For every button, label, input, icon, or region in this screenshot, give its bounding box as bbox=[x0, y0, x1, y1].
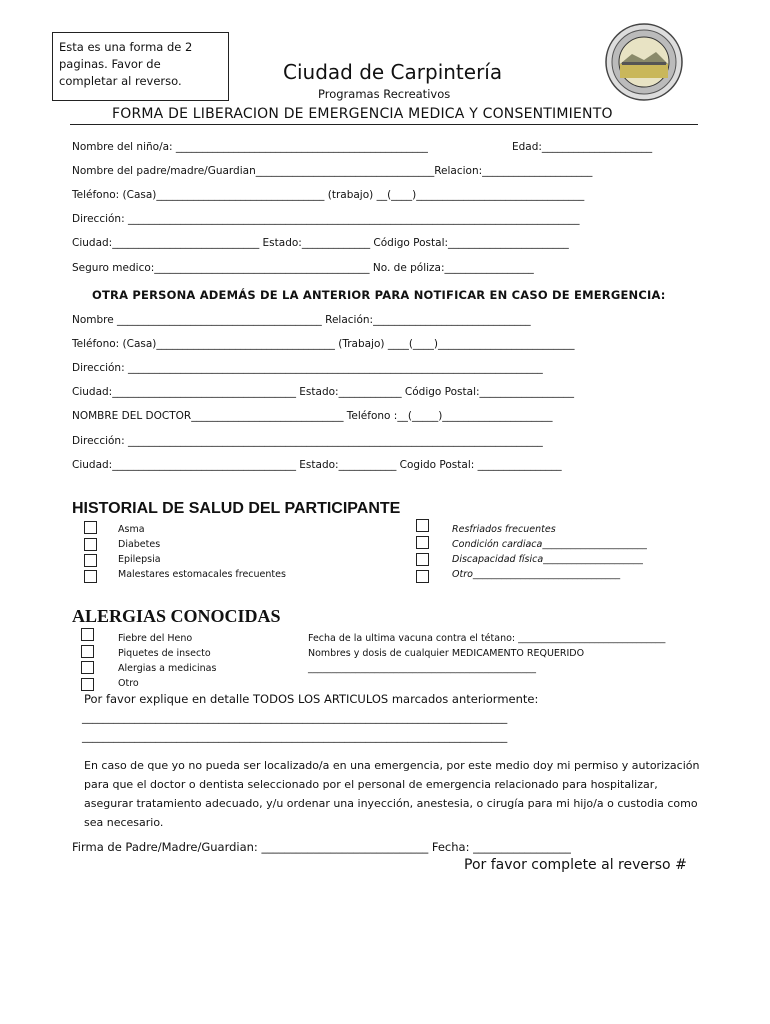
health-item-label: Malestares estomacales frecuentes bbox=[118, 569, 286, 580]
health-item-label: Discapacidad física_____________________ bbox=[452, 554, 643, 565]
phone-field[interactable]: Teléfono: (Casa)________________________________ (trabajo) __(____)________________________________ bbox=[72, 189, 585, 201]
allergy-item-label: Piquetes de insecto bbox=[118, 648, 211, 659]
age-field[interactable]: Edad:_____________________ bbox=[512, 141, 653, 153]
address-field[interactable]: Dirección: ______________________________________________________________________________________ bbox=[72, 213, 580, 225]
allergies-heading: ALERGIAS CONOCIDAS bbox=[72, 606, 281, 626]
page-title: Ciudad de Carpintería bbox=[283, 60, 503, 84]
city-seal-logo bbox=[604, 22, 684, 102]
hay-fever-checkbox[interactable] bbox=[81, 628, 94, 641]
health-item-label: Epilepsia bbox=[118, 554, 161, 565]
signature-field[interactable]: Firma de Padre/Madre/Guardian: _____________________________ Fecha: _________________ bbox=[72, 840, 571, 854]
doctor-address-field[interactable]: Dirección: _______________________________________________________________________________ bbox=[72, 435, 543, 447]
health-history-heading: HISTORIAL DE SALUD DEL PARTICIPANTE bbox=[72, 500, 401, 517]
tetanus-date-field[interactable]: Fecha de la ultima vacuna contra el tétano: _______________________________ bbox=[308, 633, 666, 644]
title-underline bbox=[70, 124, 698, 125]
allergy-item-label: Fiebre del Heno bbox=[118, 633, 193, 644]
emergency-address-field[interactable]: Dirección: _______________________________________________________________________________ bbox=[72, 362, 543, 374]
medication-label: Nombres y dosis de cualquier MEDICAMENTO REQUERIDO bbox=[308, 648, 585, 659]
child-name-field[interactable]: Nombre del niño/a: ________________________________________________ bbox=[72, 141, 428, 153]
emergency-phone-field[interactable]: Teléfono: (Casa)__________________________________ (Trabajo) ____(____)__________________________ bbox=[72, 338, 575, 350]
consent-paragraph: En caso de que yo no pueda ser localizado/a en una emergencia, por este medio doy mi permiso y autorización para que el doctor o dentista seleccionado por el personal de emergencia relacionado para hospitalizar, asegurar tratamiento adecuado, y/u ordenar una inyección, anestesia, o cirugía para mi hijo/a o custodia como sea necesario. bbox=[84, 759, 700, 829]
emergency-contact-heading: OTRA PERSONA ADEMÁS DE LA ANTERIOR PARA NOTIFICAR EN CASO DE EMERGENCIA: bbox=[92, 288, 666, 302]
explain-line-1[interactable]: _________________________________________________________________________________ bbox=[82, 712, 508, 724]
reverse-note: Por favor complete al reverso # bbox=[464, 857, 687, 873]
insect-bites-checkbox[interactable] bbox=[81, 645, 94, 658]
disability-checkbox[interactable] bbox=[416, 553, 429, 566]
other-health-checkbox[interactable] bbox=[416, 570, 429, 583]
allergy-item-label: Alergias a medicinas bbox=[118, 663, 217, 674]
health-item-label: Condición cardiaca______________________ bbox=[452, 539, 647, 550]
parent-name-field[interactable]: Nombre del padre/madre/Guardian__________________________________Relacion:_____________________ bbox=[72, 165, 593, 177]
health-item-label: Asma bbox=[118, 524, 145, 535]
doctor-city-field[interactable]: Ciudad:___________________________________ Estado:___________ Cogido Postal: ________________ bbox=[72, 459, 562, 471]
asthma-checkbox[interactable] bbox=[84, 521, 97, 534]
epilepsy-checkbox[interactable] bbox=[84, 554, 97, 567]
health-item-label: Resfriados frecuentes bbox=[452, 524, 556, 535]
explain-label: Por favor explique en detalle TODOS LOS ARTICULOS marcados anteriormente: bbox=[84, 692, 539, 706]
medication-field[interactable]: ________________________________________________ bbox=[308, 663, 536, 674]
page-subtitle: Programas Recreativos bbox=[318, 87, 451, 101]
insurance-field[interactable]: Seguro medico:_________________________________________ No. de póliza:_________________ bbox=[72, 262, 534, 274]
diabetes-checkbox[interactable] bbox=[84, 538, 97, 551]
health-item-label: Diabetes bbox=[118, 539, 161, 550]
colds-checkbox[interactable] bbox=[416, 519, 429, 532]
explain-line-2[interactable]: _________________________________________________________________________________ bbox=[82, 731, 508, 743]
doctor-name-field[interactable]: NOMBRE DEL DOCTOR_____________________________ Teléfono :__(_____)_____________________ bbox=[72, 410, 553, 422]
other-allergy-checkbox[interactable] bbox=[81, 678, 94, 691]
allergy-item-label: Otro bbox=[118, 678, 139, 689]
two-page-note: Esta es una forma de 2 paginas. Favor de completar al reverso. bbox=[52, 32, 229, 101]
emergency-city-field[interactable]: Ciudad:___________________________________ Estado:____________ Código Postal:__________________ bbox=[72, 386, 575, 398]
form-title: FORMA DE LIBERACION DE EMERGENCIA MEDICA Y CONSENTIMIENTO bbox=[112, 106, 613, 122]
emergency-name-field[interactable]: Nombre _______________________________________ Relación:______________________________ bbox=[72, 314, 531, 326]
heart-checkbox[interactable] bbox=[416, 536, 429, 549]
city-field[interactable]: Ciudad:____________________________ Estado:_____________ Código Postal:_______________________ bbox=[72, 237, 569, 249]
medicine-allergy-checkbox[interactable] bbox=[81, 661, 94, 674]
stomach-checkbox[interactable] bbox=[84, 570, 97, 583]
health-item-label: Otro_______________________________ bbox=[452, 569, 621, 580]
